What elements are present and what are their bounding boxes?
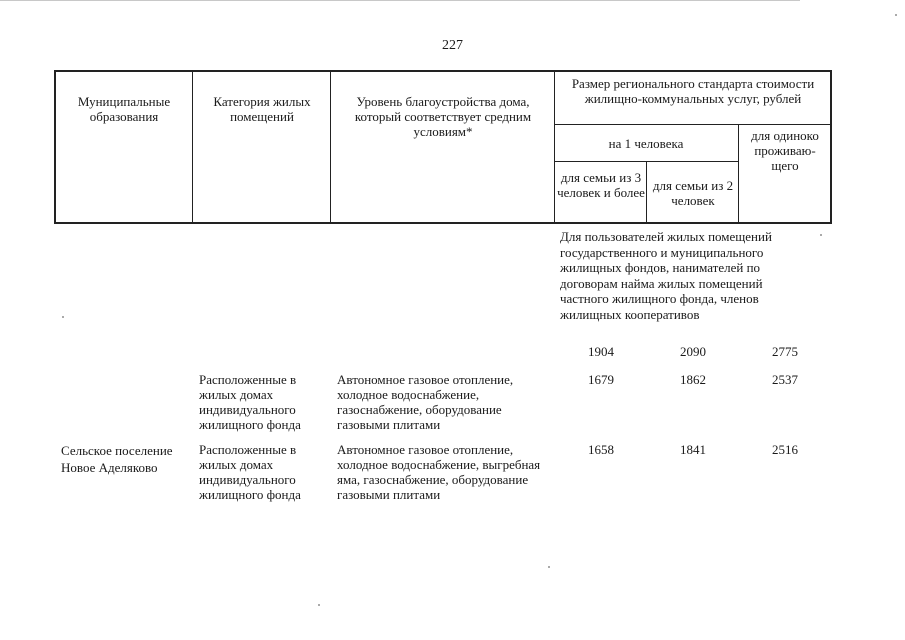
scan-speck [548,566,550,568]
level-cell: Автономное газовое отопление, холодное водоснабжение, выгребная яма, газоснабжение, оборудование газовыми плитами [337,442,541,502]
category-cell: Расположенные в жилых домах индивидуального жилищного фонда [199,442,301,502]
section-title: Для пользователей жилых помещений государственного и муниципального жилищных фондов, нанимателей по договорам найма жилых помещений частного жилищного фонда, членов жилищных кооперативов [560,229,772,322]
scan-speck [62,316,64,318]
value-single: 2537 [772,372,798,387]
value-single: 2516 [772,442,798,457]
scan-speck [318,604,320,606]
value-family-3: 1679 [588,372,614,387]
category-cell: Расположенные в жилых домах индивидуального жилищного фонда [199,372,301,432]
scan-top-edge [0,0,800,1]
header-family-3: для семьи из 3 человек и более [557,170,645,200]
header-level: Уровень благоустройства дома, который соответствует средним условиям* [354,94,532,139]
header-family-2: для семьи из 2 человек [652,178,734,208]
header-single: для одиноко проживаю-щего [751,128,819,173]
page-number: 227 [442,38,463,53]
header-municipality: Муниципальные образования [77,94,171,124]
value-family-3: 1658 [588,442,614,457]
header-category: Категория жилых помещений [213,94,311,124]
header-per-person: на 1 человека [608,136,684,151]
level-cell: Автономное газовое отопление, холодное водоснабжение, газоснабжение, оборудование газовыми плитами [337,372,514,432]
value-single: 2775 [772,344,798,359]
value-family-3: 1904 [588,344,614,359]
scan-speck [895,14,897,16]
value-family-2: 1841 [680,442,706,457]
value-family-2: 1862 [680,372,706,387]
value-family-2: 2090 [680,344,706,359]
scan-speck [820,234,822,236]
municipality-cell: Сельское поселение Новое Аделяково [61,443,173,475]
header-standard: Размер регионального стандарта стоимости жилищно-коммунальных услуг, рублей [571,76,815,106]
